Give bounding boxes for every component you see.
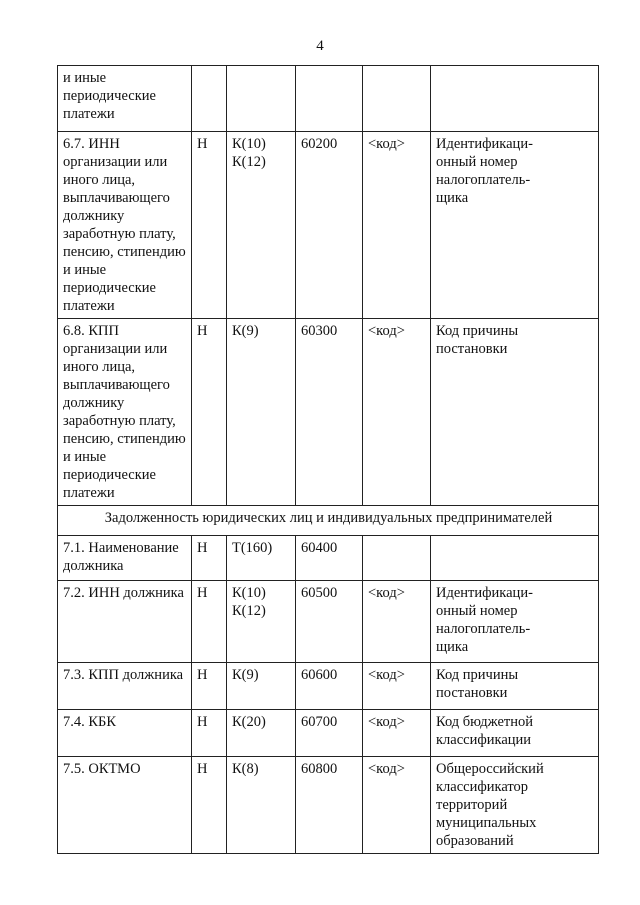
value-cell bbox=[363, 66, 431, 132]
table-row bbox=[58, 663, 599, 710]
code-cell bbox=[296, 66, 363, 132]
section-title: Задолженность юридических лиц и индивидуальных предпринимателей bbox=[58, 506, 599, 536]
field-name-cell: 7.1. Наименование должника bbox=[58, 536, 192, 581]
field-name-cell: 7.3. КПП должника bbox=[58, 663, 192, 710]
format-cell: К(10) К(12) bbox=[227, 581, 296, 663]
description-cell: Код бюджетной классификации bbox=[431, 710, 599, 757]
code-cell: 60400 bbox=[296, 536, 363, 581]
table-row bbox=[58, 132, 599, 319]
value-cell: <код> bbox=[363, 319, 431, 506]
value-cell: <код> bbox=[363, 663, 431, 710]
field-name-cell: и иные периодические платежи bbox=[58, 66, 192, 132]
format-cell: К(9) bbox=[227, 663, 296, 710]
format-cell: К(10) К(12) bbox=[227, 132, 296, 319]
format-cell: Т(160) bbox=[227, 536, 296, 581]
description-cell: Идентификаци- онный номер налогоплатель- щика bbox=[431, 132, 599, 319]
code-cell: 60600 bbox=[296, 663, 363, 710]
flag-cell: Н bbox=[192, 757, 227, 854]
code-cell: 60700 bbox=[296, 710, 363, 757]
code-cell: 60300 bbox=[296, 319, 363, 506]
field-name-cell: 6.8. КПП организации или иного лица, выплачивающего должнику заработную плату, пенсию, стипендию и иные периодические платежи bbox=[58, 319, 192, 506]
flag-cell: Н bbox=[192, 132, 227, 319]
field-name-cell: 7.5. ОКТМО bbox=[58, 757, 192, 854]
format-cell: К(20) bbox=[227, 710, 296, 757]
requisites-table bbox=[57, 65, 599, 854]
table-row bbox=[58, 536, 599, 581]
flag-cell: Н bbox=[192, 319, 227, 506]
section-row bbox=[58, 506, 599, 536]
table-row bbox=[58, 710, 599, 757]
description-cell: Код причины постановки bbox=[431, 319, 599, 506]
field-name-cell: 7.4. КБК bbox=[58, 710, 192, 757]
value-cell: <код> bbox=[363, 710, 431, 757]
description-cell: Код причины постановки bbox=[431, 663, 599, 710]
description-cell: Идентификаци- онный номер налогоплатель- щика bbox=[431, 581, 599, 663]
table-row bbox=[58, 319, 599, 506]
flag-cell bbox=[192, 66, 227, 132]
value-cell bbox=[363, 536, 431, 581]
format-cell bbox=[227, 66, 296, 132]
table-row bbox=[58, 66, 599, 132]
code-cell: 60200 bbox=[296, 132, 363, 319]
field-name-cell: 7.2. ИНН должника bbox=[58, 581, 192, 663]
value-cell: <код> bbox=[363, 581, 431, 663]
page-number: 4 bbox=[316, 38, 324, 54]
description-cell bbox=[431, 536, 599, 581]
value-cell: <код> bbox=[363, 757, 431, 854]
flag-cell: Н bbox=[192, 581, 227, 663]
code-cell: 60800 bbox=[296, 757, 363, 854]
table-row bbox=[58, 757, 599, 854]
description-cell bbox=[431, 66, 599, 132]
format-cell: К(8) bbox=[227, 757, 296, 854]
description-cell: Общероссийский классификатор территорий муниципальных образований bbox=[431, 757, 599, 854]
flag-cell: Н bbox=[192, 710, 227, 757]
code-cell: 60500 bbox=[296, 581, 363, 663]
value-cell: <код> bbox=[363, 132, 431, 319]
table-row bbox=[58, 581, 599, 663]
flag-cell: Н bbox=[192, 536, 227, 581]
flag-cell: Н bbox=[192, 663, 227, 710]
field-name-cell: 6.7. ИНН организации или иного лица, выплачивающего должнику заработную плату, пенсию, стипендию и иные периодические платежи bbox=[58, 132, 192, 319]
format-cell: К(9) bbox=[227, 319, 296, 506]
